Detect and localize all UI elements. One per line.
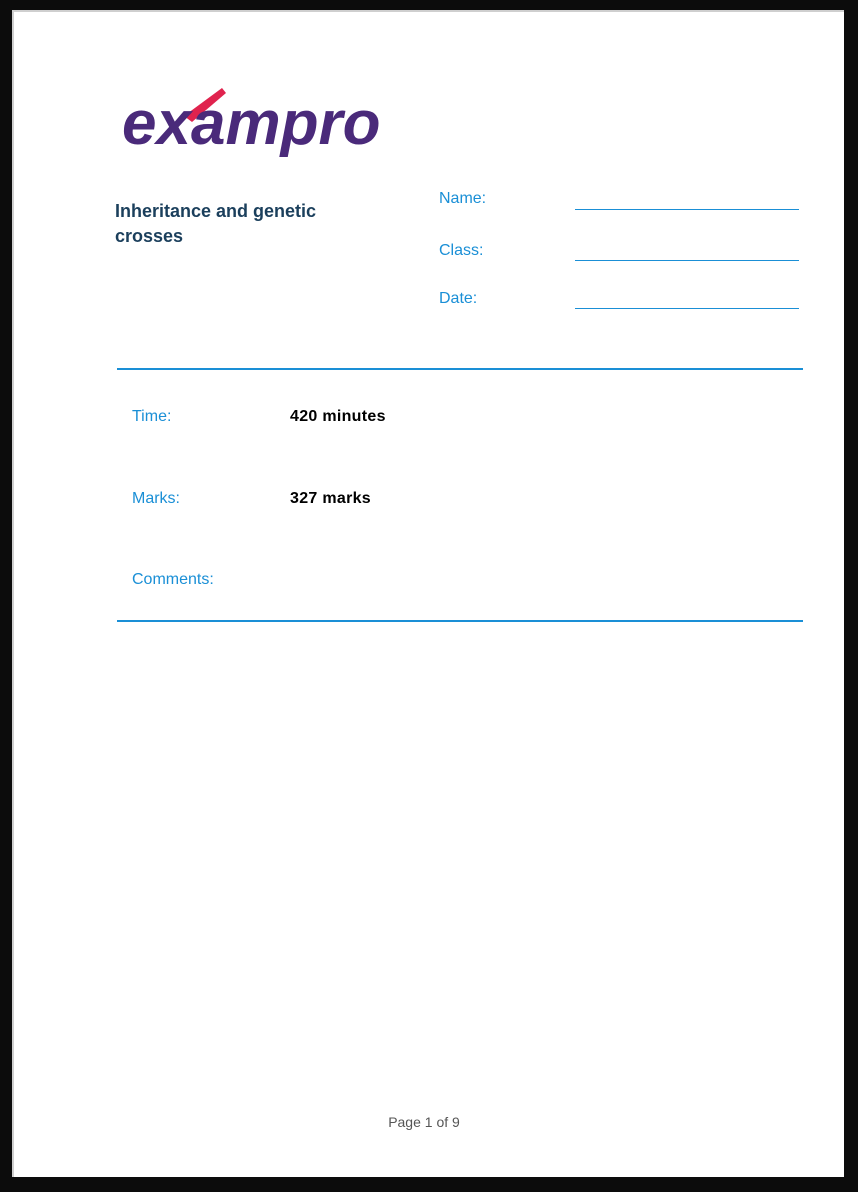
- name-label: Name:: [439, 190, 487, 207]
- time-value: 420 minutes: [290, 408, 386, 425]
- marks-label: Marks:: [132, 490, 180, 507]
- date-field-line[interactable]: [575, 308, 799, 309]
- document-page: [12, 10, 844, 1177]
- date-label: Date:: [439, 290, 478, 307]
- class-label: Class:: [439, 242, 484, 259]
- info-divider: [117, 620, 803, 622]
- time-label: Time:: [132, 408, 172, 425]
- comments-label: Comments:: [132, 571, 214, 588]
- logo-wordmark: exampro: [122, 89, 381, 158]
- page-number: Page 1 of 9: [388, 1114, 460, 1130]
- marks-value: 327 marks: [290, 490, 371, 507]
- class-field-line[interactable]: [575, 260, 799, 261]
- document-title: Inheritance and genetic crosses: [115, 201, 317, 246]
- exampro-logo: [122, 74, 432, 164]
- header-divider: [117, 368, 803, 370]
- name-field-line[interactable]: [575, 209, 799, 210]
